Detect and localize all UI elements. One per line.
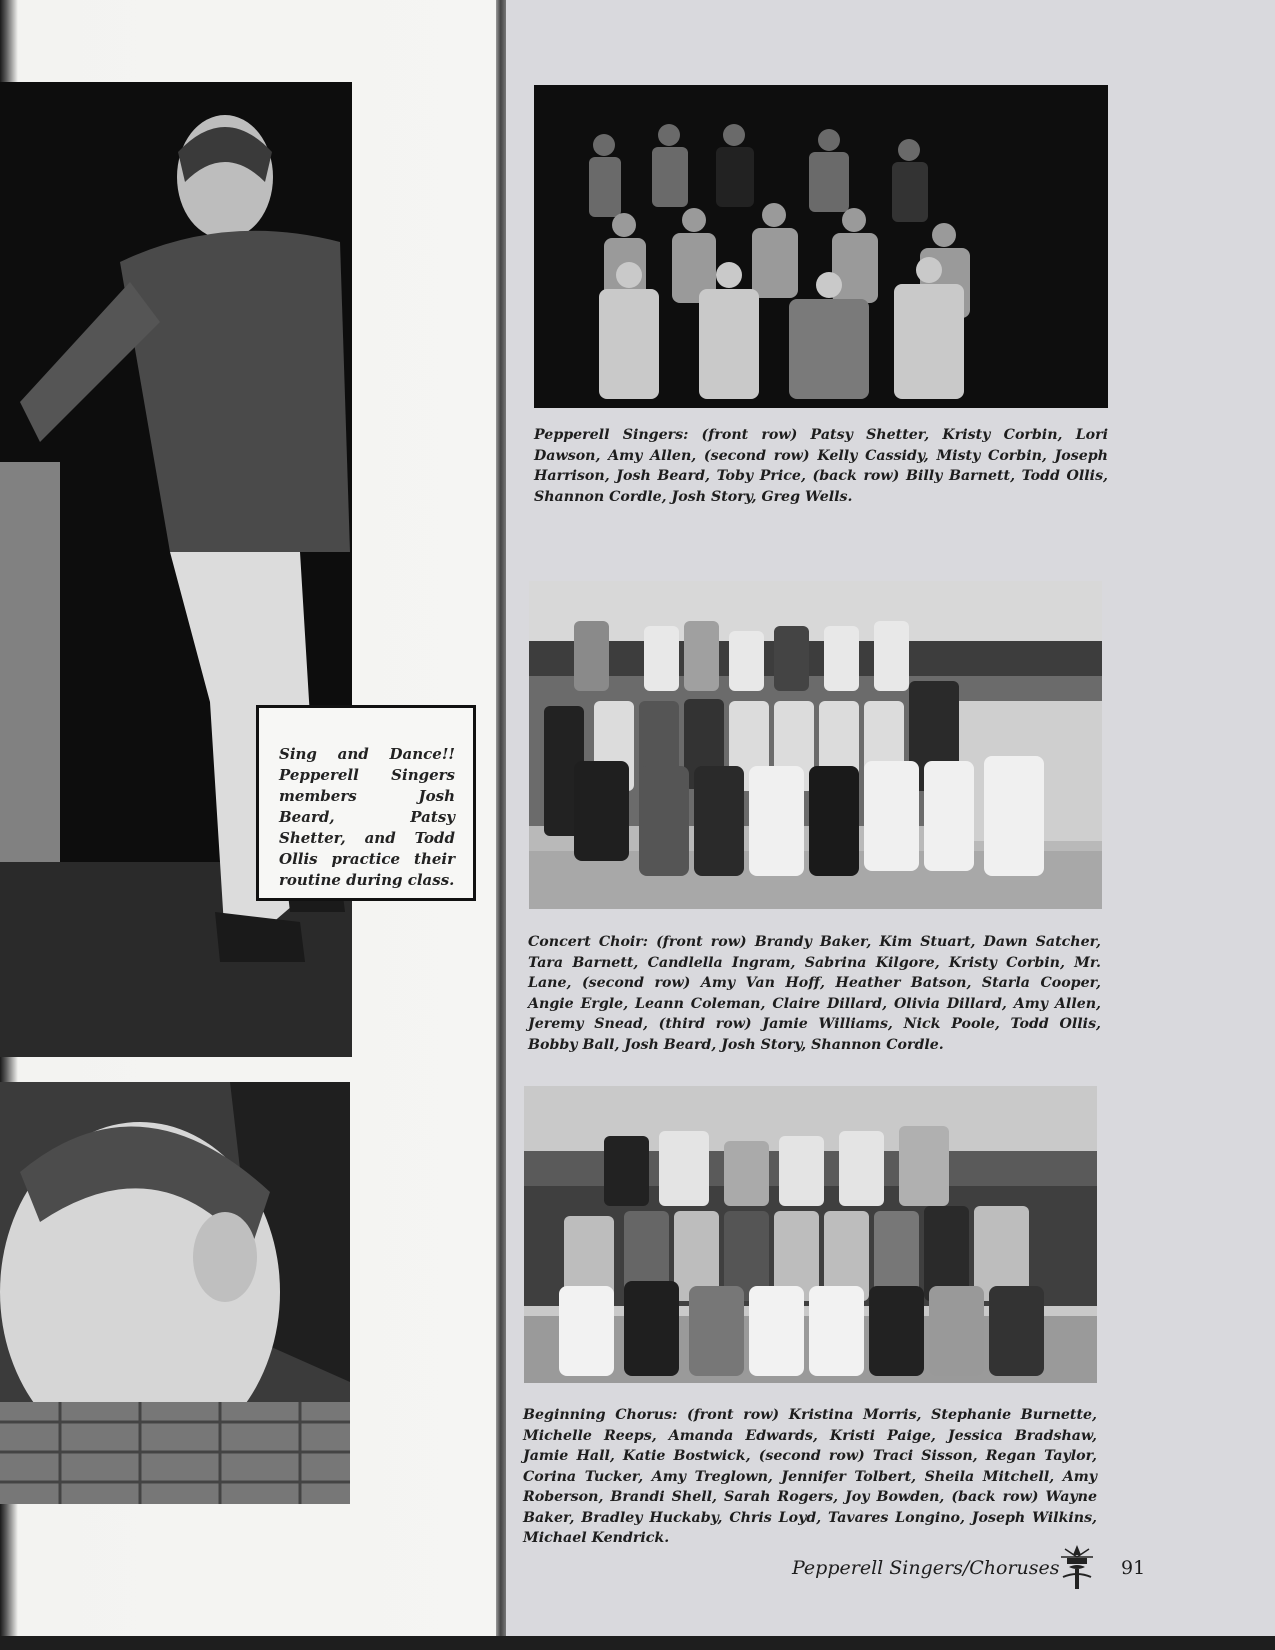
page-number: 91 — [1121, 1557, 1146, 1579]
beginning-chorus-photo — [524, 1086, 1097, 1383]
dance-photo — [0, 82, 352, 1057]
concert-choir-caption: Concert Choir: (front row) Brandy Baker, Kim Stuart, Dawn Satcher, Tara Barnett, Candlella Ingram, Sabrina Kilgore, Kristy Corbin, Mr. Lane, (second row) Amy Van Hoff, Heather Batson, Starla Cooper, Angie Ergle, Leann Coleman, Claire Dillard, Olivia Dillard, Amy Allen, Jeremy Snead, (third row) Jamie Williams, Nick Poole, Todd Ollis, Bobby Ball, Josh Beard, Josh Story, Shannon Cordle. — [528, 934, 1101, 1053]
beginning-chorus-caption: Beginning Chorus: (front row) Kristina Morris, Stephanie Burnette, Michelle Reeps, Amanda Edwards, Kristi Paige, Jessica Bradshaw, Jamie Hall, Katie Bostwick, (second row) Traci Sisson, Regan Taylor, Corina Tucker, Amy Treglown, Jennifer Tolbert, Sheila Mitchell, Amy Roberson, Brandi Shell, Sarah Rogers, Joy Bowden, (back row) Wayne Baker, Bradley Huckaby, Chris Loyd, Tavares Longino, Joseph Wilkins, Michael Kendrick. — [523, 1407, 1097, 1546]
girl-photo — [0, 1082, 350, 1504]
dance-caption-box — [256, 705, 476, 901]
page-spine — [496, 0, 506, 1650]
torch-emblem-icon — [1055, 1543, 1099, 1593]
bottom-edge — [0, 1636, 1275, 1650]
section-title: Pepperell Singers/Choruses — [792, 1557, 1060, 1579]
concert-choir-photo — [529, 581, 1102, 909]
dance-caption: Sing and Dance!! Pepperell Singers members Josh Beard, Patsy Shetter, and Todd Ollis practice their routine during class. — [279, 745, 455, 889]
pepperell-singers-caption: Pepperell Singers: (front row) Patsy Shetter, Kristy Corbin, Lori Dawson, Amy Allen, (second row) Kelly Cassidy, Misty Corbin, Joseph Harrison, Josh Beard, Toby Price, (back row) Billy Barnett, Todd Ollis, Shannon Cordle, Josh Story, Greg Wells. — [534, 427, 1108, 505]
pepperell-singers-photo — [534, 85, 1108, 408]
